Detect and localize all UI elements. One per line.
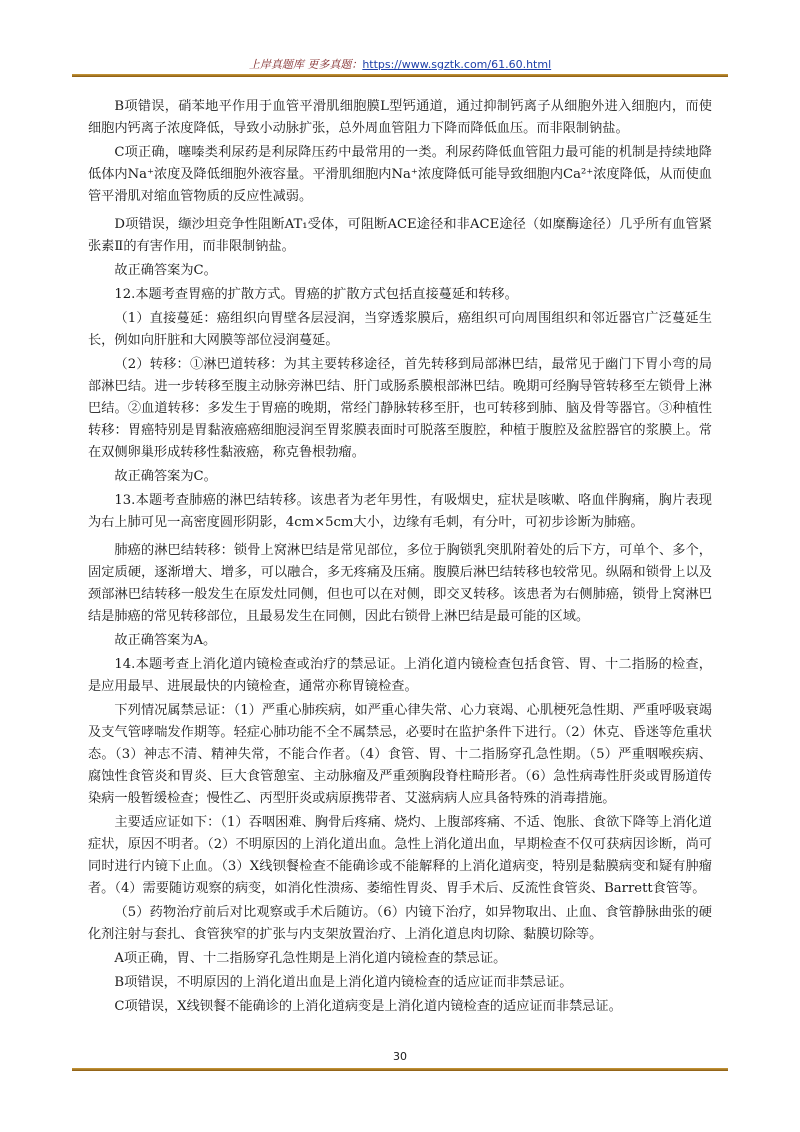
answer-12: 故正确答案为C。 bbox=[114, 469, 217, 484]
header-rule bbox=[72, 74, 728, 77]
question-13-intro: 13.本题考查肺癌的淋巴结转移。该患者为老年男性，有吸烟史，症状是咳嗽、咯血伴胸痛，胸片表现为右上肺可见一高密度圆形阴影，4cm×5cm大小，边缘有毛刺，有分叶，可初步诊断为肺癌。 bbox=[88, 493, 712, 530]
header-title: 上岸真题库 更多真题： bbox=[248, 58, 363, 71]
question-14-option-a: A项正确，胃、十二指肠穿孔急性期是上消化道内镜检查的禁忌证。 bbox=[114, 951, 507, 966]
question-12-metastasis: （2）转移：①淋巴道转移：为其主要转移途径，首先转移到局部淋巴结，最常见于幽门下胃小弯的局部淋巴结。进一步转移至腹主动脉旁淋巴结、肝门或肠系膜根部淋巴结。晚期可经胸导管转移至左锁骨上淋巴结。②血道转移：多发生于胃癌的晚期，常经门静脉转移至肝，也可转移到肺、脑及骨等器官。③种植性转移：胃癌特别是胃黏液癌癌细胞浸润至胃浆膜表面时可脱落至腹腔，种植于腹腔及盆腔器官的浆膜上。常在双侧卵巢形成转移性黏液癌，称克鲁根勃瘤。 bbox=[88, 357, 712, 460]
question-14-indications-cont: （5）药物治疗前后对比观察或手术后随访。（6）内镜下治疗，如异物取出、止血、食管静脉曲张的硬化剂注射与套扎、食管狭窄的扩张与内支架放置治疗、上消化道息肉切除、黏膜切除等。 bbox=[88, 905, 712, 942]
paragraph-b-option: B项错误，硝苯地平作用于血管平滑肌细胞膜L型钙通道，通过抑制钙离子从细胞外进入细胞内，而使细胞内钙离子浓度降低，导致小动脉扩张，总外周血管阻力下降而降低血压。而非限制钠盐。 bbox=[88, 99, 712, 136]
question-13-lymph: 肺癌的淋巴结转移：锁骨上窝淋巴结是常见部位，多位于胸锁乳突肌附着处的后下方，可单个、多个，固定质硬，逐渐增大、增多，可以融合，多无疼痛及压痛。腹膜后淋巴结转移也较常见。纵隔和锁骨上以及颈部淋巴结转移一般发生在原发灶同侧，但也可以在对侧，即交叉转移。该患者为右侧肺癌，锁骨上窝淋巴结是肺癌的常见转移部位，且最易发生在同侧，因此右锁骨上淋巴结是最可能的区域。 bbox=[88, 543, 712, 624]
paragraph-c-option: C项正确，噻嗪类利尿药是利尿降压药中最常用的一类。利尿药降低血管阻力最可能的机制是持续地降低体内Na⁺浓度及降低细胞外液容量。平滑肌细胞内Na⁺浓度降低可能导致细胞内Ca²⁺浓度降低，从而使血管平滑肌对缩血管物质的反应性减弱。 bbox=[88, 145, 712, 204]
header-link[interactable]: https://www.sgztk.com/61.60.html bbox=[362, 58, 552, 71]
page-header bbox=[0, 56, 800, 72]
question-14-indications: 主要适应证如下：（1）吞咽困难、胸骨后疼痛、烧灼、上腹部疼痛、不适、饱胀、食欲下降等上消化道症状，原因不明者。（2）不明原因的上消化道出血。急性上消化道出血，早期检查不仅可获病因诊断，尚可同时进行内镜下止血。（3）X线钡餐检查不能确诊或不能解释的上消化道病变，特别是黏膜病变和疑有肿瘤者。（4）需要随访观察的病变，如消化性溃疡、萎缩性胃炎、胃手术后、反流性食管炎、Barrett食管等。 bbox=[88, 815, 712, 896]
paragraph-d-option: D项错误，缬沙坦竞争性阻断AT₁受体，可阻断ACE途径和非ACE途径（如糜酶途径）几乎所有血管紧张素Ⅱ的有害作用，而非限制钠盐。 bbox=[88, 217, 712, 254]
page-footer bbox=[0, 1050, 800, 1063]
page-number: 30 bbox=[393, 1050, 407, 1063]
question-14-intro: 14.本题考查上消化道内镜检查或治疗的禁忌证。上消化道内镜检查包括食管、胃、十二指肠的检查，是应用最早、进展最快的内镜检查，通常亦称胃镜检查。 bbox=[88, 657, 712, 694]
page-body bbox=[88, 96, 712, 1020]
question-12-intro: 12.本题考查胃癌的扩散方式。胃癌的扩散方式包括直接蔓延和转移。 bbox=[114, 287, 518, 302]
answer-11: 故正确答案为C。 bbox=[114, 263, 217, 278]
answer-13: 故正确答案为A。 bbox=[114, 633, 217, 648]
question-14-option-c: C项错误，X线钡餐不能确诊的上消化道病变是上消化道内镜检查的适应证而非禁忌证。 bbox=[114, 999, 622, 1014]
question-12-direct-spread: （1）直接蔓延：癌组织向胃壁各层浸润，当穿透浆膜后，癌组织可向周围组织和邻近器官广泛蔓延生长，例如向肝脏和大网膜等部位浸润蔓延。 bbox=[88, 311, 712, 348]
question-14-contraindications: 下列情况属禁忌证：（1）严重心肺疾病，如严重心律失常、心力衰竭、心肌梗死急性期、严重呼吸衰竭及支气管哮喘发作期等。轻症心肺功能不全不属禁忌，必要时在监护条件下进行。（2）休克、昏迷等危重状态。（3）神志不清、精神失常，不能合作者。（4）食管、胃、十二指肠穿孔急性期。（5）严重咽喉疾病、腐蚀性食管炎和胃炎、巨大食管憩室、主动脉瘤及严重颈胸段脊柱畸形者。（6）急性病毒性肝炎或胃肠道传染病一般暂缓检查；慢性乙、丙型肝炎或病原携带者、艾滋病病人应具备特殊的消毒措施。 bbox=[88, 703, 712, 806]
footer-rule bbox=[72, 1068, 728, 1071]
question-14-option-b: B项错误，不明原因的上消化道出血是上消化道内镜检查的适应证而非禁忌证。 bbox=[114, 975, 573, 990]
